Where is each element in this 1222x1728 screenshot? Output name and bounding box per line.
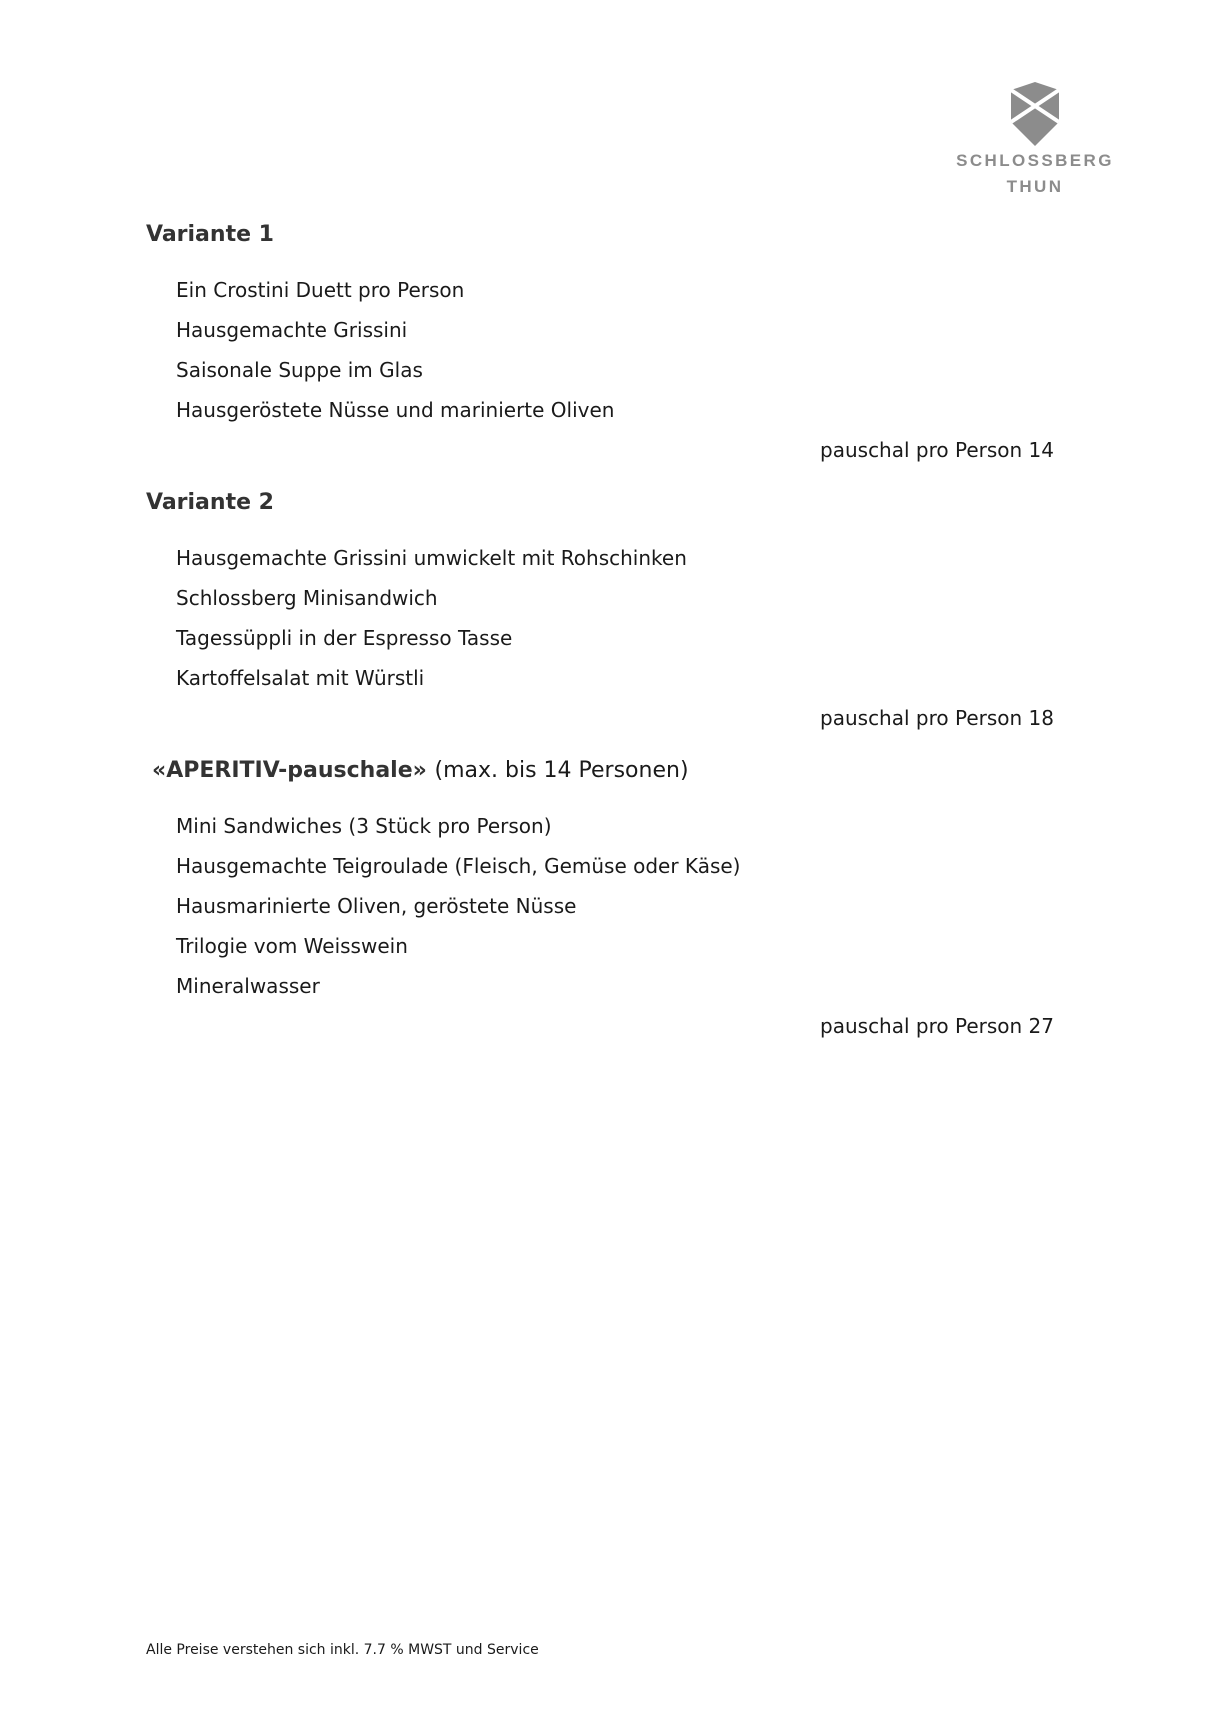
list-item: Hausgemachte Grissini umwickelt mit Rohschinken: [176, 546, 687, 570]
section-title: [146, 488, 1066, 518]
shield-crest-icon: [1009, 82, 1061, 148]
list-item: Hausgeröstete Nüsse und marinierte Oliven: [176, 398, 615, 422]
logo-line-1: SCHLOSSBERG: [956, 151, 1114, 170]
price: pauschal pro Person 27: [820, 1014, 1054, 1038]
section-variante-1: [146, 220, 1066, 470]
list-item: Tagessüppli in der Espresso Tasse: [176, 626, 513, 650]
price: pauschal pro Person 18: [820, 706, 1054, 730]
item-list: [146, 806, 1066, 1006]
list-item: Ein Crostini Duett pro Person: [176, 278, 465, 302]
section-variante-2: [146, 488, 1066, 738]
section-title-text: Variante 2: [146, 490, 274, 515]
list-item: Hausgemachte Teigroulade (Fleisch, Gemüse oder Käse): [176, 854, 741, 878]
section-title: [146, 756, 1066, 786]
list-item: Hausgemachte Grissini: [176, 318, 408, 342]
item-list: [146, 270, 1066, 430]
list-item: Hausmarinierte Oliven, geröstete Nüsse: [176, 894, 577, 918]
footer-note: Alle Preise verstehen sich inkl. 7.7 % MWST und Service: [146, 1642, 539, 1658]
price: pauschal pro Person 14: [820, 438, 1054, 462]
section-aperitiv-pauschale: [146, 756, 1066, 1046]
section-title-text: Variante 1: [146, 222, 274, 247]
section-title: [146, 220, 1066, 250]
list-item: Trilogie vom Weisswein: [176, 934, 408, 958]
list-item: Mini Sandwiches (3 Stück pro Person): [176, 814, 552, 838]
list-item: Schlossberg Minisandwich: [176, 586, 438, 610]
logo: [955, 82, 1115, 200]
section-title-text: «APERITIV-pauschale»: [152, 758, 427, 783]
logo-line-2: THUN: [1006, 177, 1064, 196]
list-item: Mineralwasser: [176, 974, 320, 998]
item-list: [146, 538, 1066, 698]
list-item: Saisonale Suppe im Glas: [176, 358, 423, 382]
list-item: Kartoffelsalat mit Würstli: [176, 666, 425, 690]
section-title-note: (max. bis 14 Personen): [434, 758, 689, 783]
